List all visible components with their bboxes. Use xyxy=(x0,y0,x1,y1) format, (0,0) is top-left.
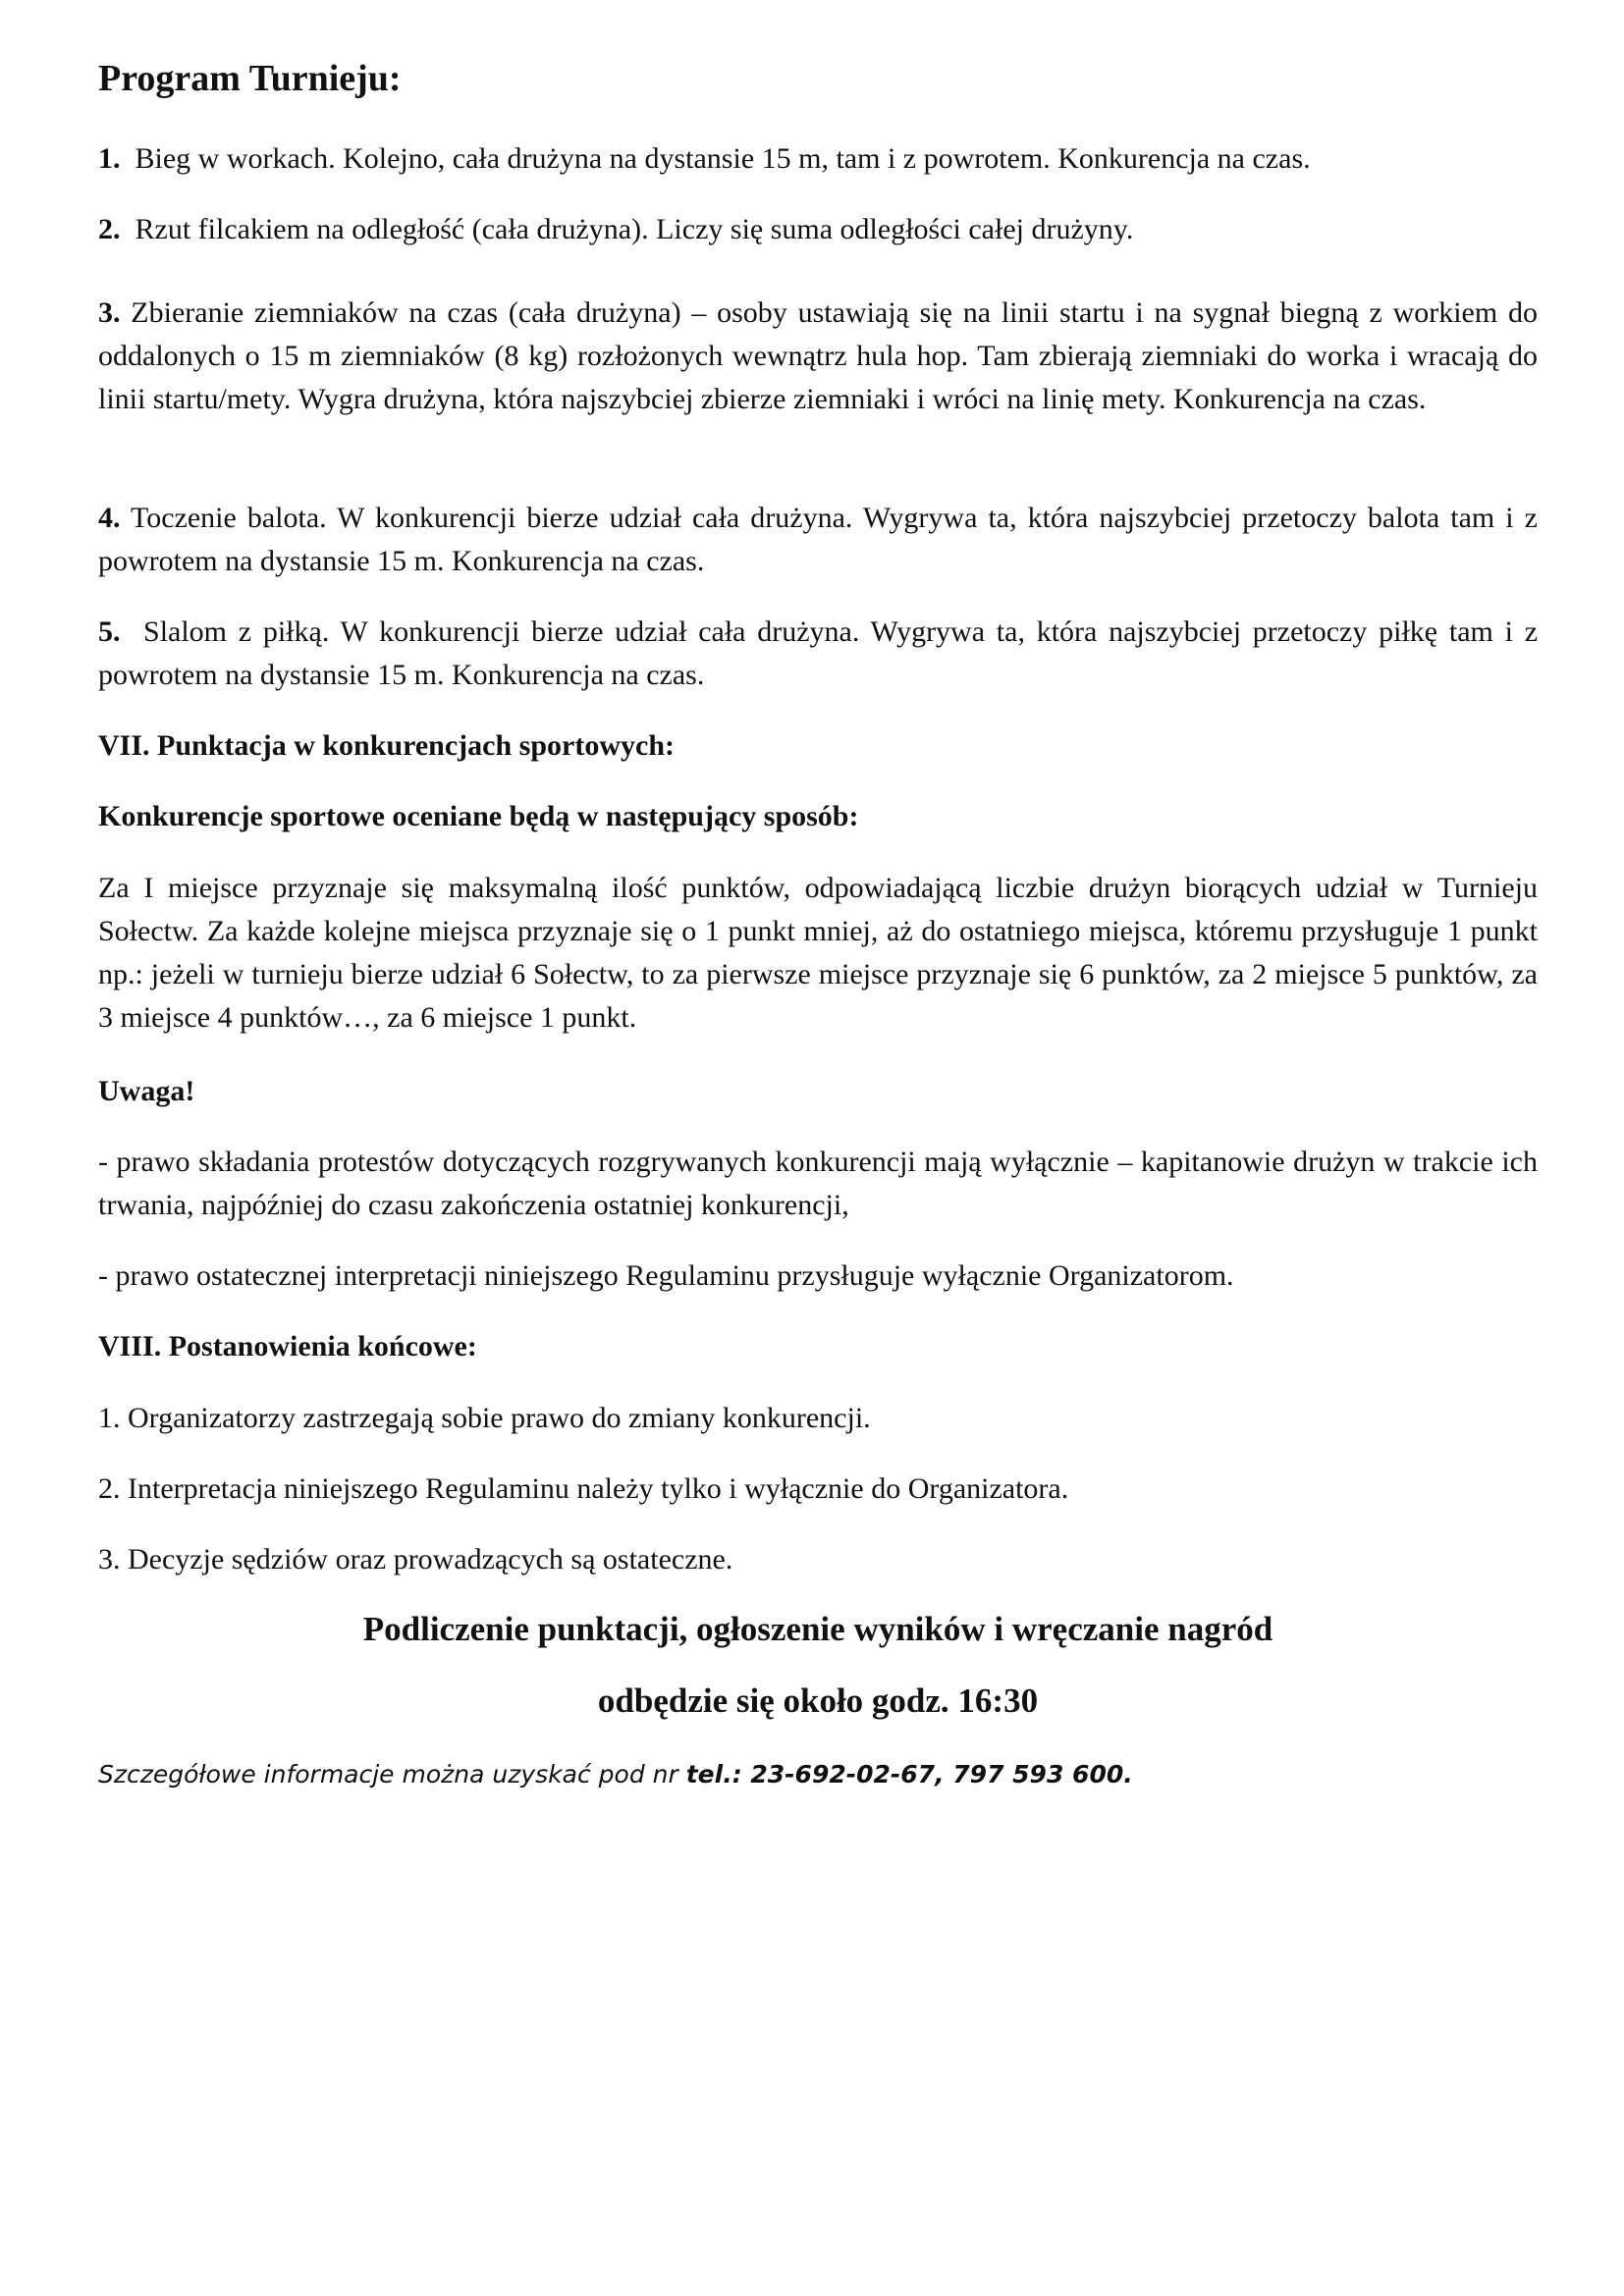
contact-info xyxy=(98,1757,1133,1792)
program-item-1 xyxy=(98,137,1538,181)
scoring-text: Za I miejsce przyznaje się maksymalną ilość punktów, odpowiadającą liczbie drużyn biorących udział w Turnieju Sołectw. Za każde kolejne miejsca przyznaje się o 1 punkt mniej, aż do ostatniego miejsca, któremu przysługuje 1 punkt np.: jeżeli w turnieju bierze udział 6 Sołectw, to za pierwsze miejsce przyznaje się 6 punktów, za 2 miejsce 5 punktów, za 3 miejsce 4 punktów…, za 6 miejsce 1 punkt. xyxy=(98,872,1538,1034)
program-item-5 xyxy=(98,611,1538,697)
program-item-text: Toczenie balota. W konkurencji bierze udział cała drużyna. Wygrywa ta, która najszybciej przetoczy balota tam i z powrotem na dystansie 15 m. Konkurencja na czas. xyxy=(98,502,1538,577)
scoring-subheading: Konkurencje sportowe oceniane będą w następujący sposób: xyxy=(98,800,859,832)
program-item-number: 1. xyxy=(98,142,121,175)
notice-item-2: - prawo ostatecznej interpretacji niniejszego Regulaminu przysługuje wyłącznie Organizatorom. xyxy=(98,1259,1234,1292)
scoring-heading: VII. Punktacja w konkurencjach sportowych: xyxy=(98,729,675,762)
program-item-number: 3. xyxy=(98,296,121,329)
program-title: Program Turnieju: xyxy=(98,58,402,99)
notice-item-1: - prawo składania protestów dotyczących rozgrywanych konkurencji mają wyłącznie – kapitanowie drużyn w trakcie ich trwania, najpóźniej do czasu zakończenia ostatniej konkurencji, xyxy=(98,1146,1538,1221)
notice-heading: Uwaga! xyxy=(98,1075,195,1107)
program-item-2 xyxy=(98,208,1538,251)
program-item-number: 2. xyxy=(98,213,121,245)
contact-label: Szczegółowe informacje można uzyskać pod nr xyxy=(98,1760,686,1789)
program-item-4 xyxy=(98,497,1538,583)
final-item-1: 1. Organizatorzy zastrzegają sobie prawo do zmiany konkurencji. xyxy=(98,1402,871,1434)
program-item-text: Zbieranie ziemniaków na czas (cała drużyna) – osoby ustawiają się na linii startu i na sygnał biegną z workiem do oddalonych o 15 m ziemniaków (8 kg) rozłożonych wewnątrz hula hop. Tam zbierają ziemniaki do worka i wracają do linii startu/mety. Wygra drużyna, która najszybciej zbierze ziemniaki i wróci na linię mety. Konkurencja na czas. xyxy=(98,296,1538,415)
final-item-3: 3. Decyzje sędziów oraz prowadzących są ostateczne. xyxy=(98,1543,733,1575)
program-item-number: 4. xyxy=(98,502,121,534)
program-item-number: 5. xyxy=(98,615,121,648)
final-item-2: 2. Interpretacja niniejszego Regulaminu należy tylko i wyłącznie do Organizatora. xyxy=(98,1472,1069,1505)
announcement-line-1: Podliczenie punktacji, ogłoszenie wyników i wręczanie nagród xyxy=(362,1610,1273,1648)
announcement-line-2: odbędzie się około godz. 16:30 xyxy=(597,1682,1039,1720)
program-item-text: Rzut filcakiem na odległość (cała drużyna). Liczy się suma odległości całej drużyny. xyxy=(135,213,1134,245)
program-item-text: Slalom z piłką. W konkurencji bierze udział cała drużyna. Wygrywa ta, która najszybciej przetoczy piłkę tam i z powrotem na dystansie 15 m. Konkurencja na czas. xyxy=(98,615,1539,691)
program-item-text: Bieg w workach. Kolejno, cała drużyna na dystansie 15 m, tam i z powrotem. Konkurencja na czas. xyxy=(135,142,1311,175)
program-item-3 xyxy=(98,292,1538,421)
final-heading: VIII. Postanowienia końcowe: xyxy=(98,1330,477,1362)
contact-phones: tel.: 23-692-02-67, 797 593 600. xyxy=(685,1760,1133,1789)
